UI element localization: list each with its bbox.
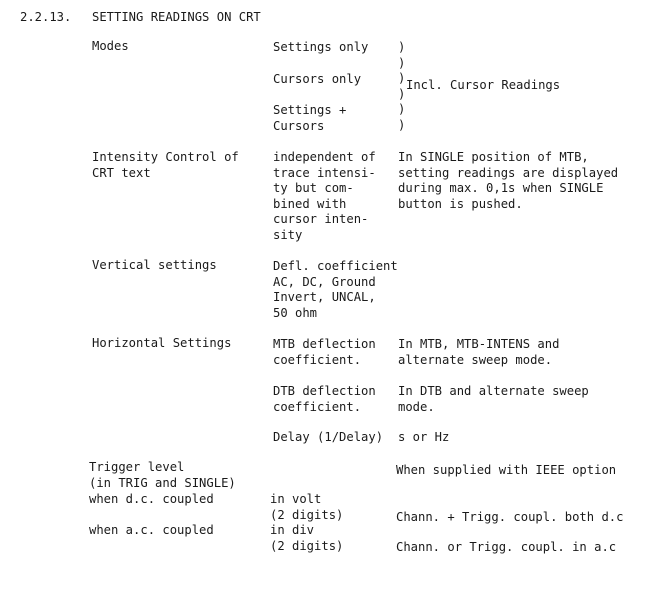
section-title: SETTING READINGS ON CRT: [92, 10, 261, 24]
mtb-deflection: MTB deflection coefficient.: [273, 337, 376, 367]
mode-cursors-only: Cursors only: [273, 72, 362, 86]
intensity-independence-text: independent of trace intensi- ty but com- bined with cursor inten- sity: [273, 150, 376, 242]
dc-coupled-condition: Chann. + Trigg. coupl. both d.c: [396, 510, 624, 524]
mode-settings-only: Settings only: [273, 40, 369, 54]
mode-cursors: Cursors: [273, 119, 325, 133]
modes-brace-parens: ) ) ) ) ) ): [398, 40, 406, 132]
ieee-option-note: When supplied with IEEE option: [396, 463, 617, 477]
ac-coupled-label: when a.c. coupled: [89, 523, 214, 537]
ac-coupled-condition: Chann. or Trigg. coupl. in a.c: [396, 540, 617, 554]
mode-settings-plus: Settings +: [273, 103, 347, 117]
delay-setting: Delay (1/Delay): [273, 430, 384, 444]
dtb-modes-text: In DTB and alternate sweep mode.: [398, 384, 589, 414]
delay-units: s or Hz: [398, 430, 450, 444]
intensity-label: Intensity Control of CRT text: [92, 150, 239, 180]
vertical-settings-label: Vertical settings: [92, 258, 217, 272]
modes-label: Modes: [92, 39, 129, 53]
section-number: 2.2.13.: [20, 10, 72, 24]
vertical-settings-values: Defl. coefficient AC, DC, Ground Invert, UNCAL, 50 ohm: [273, 259, 398, 320]
dtb-deflection: DTB deflection coefficient.: [273, 384, 376, 414]
incl-cursor-readings: Incl. Cursor Readings: [406, 78, 561, 92]
ac-coupled-units: in div (2 digits): [270, 523, 344, 553]
intensity-single-text: In SINGLE position of MTB, setting readings are displayed during max. 0,1s when SINGLE button is pushed.: [398, 150, 619, 211]
mtb-modes-text: In MTB, MTB-INTENS and alternate sweep mode.: [398, 337, 560, 367]
dc-coupled-label: when d.c. coupled: [89, 492, 214, 506]
dc-coupled-units: in volt (2 digits): [270, 492, 344, 522]
horizontal-settings-label: Horizontal Settings: [92, 336, 232, 350]
trigger-level-label: Trigger level (in TRIG and SINGLE): [89, 460, 236, 490]
